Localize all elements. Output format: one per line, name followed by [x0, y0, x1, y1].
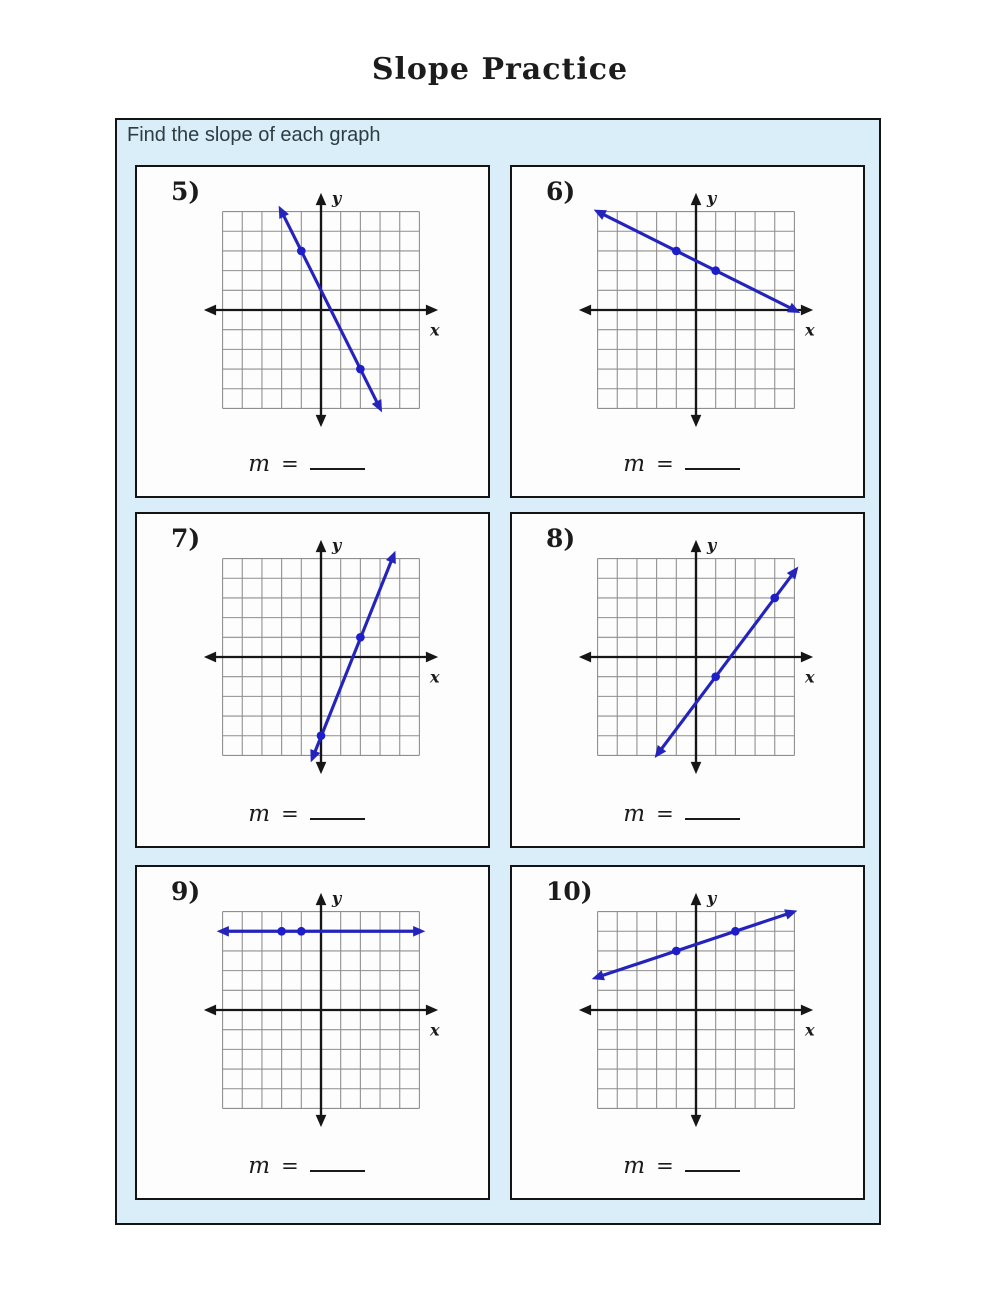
- equals-sign: =: [281, 451, 299, 476]
- axes: [586, 901, 805, 1120]
- problem-card: [135, 865, 490, 1200]
- x-axis-arrow-right: [425, 305, 437, 316]
- y-axis-label: [330, 535, 342, 554]
- x-axis-arrow-right: [800, 1005, 812, 1016]
- y-axis-arrow-down: [690, 1115, 701, 1127]
- x-axis-arrow-left: [203, 305, 215, 316]
- y-axis-arrow-up: [315, 540, 326, 552]
- slope-graph: [196, 185, 446, 435]
- slope-graph: [571, 532, 821, 782]
- slope-graph: [196, 885, 446, 1135]
- x-axis-arrow-left: [203, 652, 215, 663]
- answer-row: [512, 453, 851, 476]
- equals-sign: =: [656, 1153, 674, 1178]
- x-axis-label: [803, 668, 814, 687]
- x-axis-label: [428, 1021, 439, 1040]
- plotted-line: [596, 912, 792, 977]
- x-axis-arrow-left: [203, 1005, 215, 1016]
- y-axis-arrow-down: [315, 762, 326, 774]
- equals-sign: =: [656, 451, 674, 476]
- slope-variable-label: m: [623, 801, 646, 827]
- problem-number: 10): [546, 877, 593, 906]
- equals-sign: =: [281, 801, 299, 826]
- y-axis-label: [330, 188, 342, 207]
- axes: [211, 201, 430, 420]
- slope-variable-label: m: [248, 451, 271, 477]
- problem-number: 7): [171, 524, 201, 553]
- plotted-line-arrow-end: [385, 551, 395, 564]
- plotted-line-arrow-start: [591, 970, 604, 980]
- y-axis-label: [705, 535, 717, 554]
- x-axis-arrow-left: [578, 1005, 590, 1016]
- problem-number: 5): [171, 177, 201, 206]
- x-axis-label: [428, 668, 439, 687]
- x-axis-arrow-right: [425, 652, 437, 663]
- slope-graph: [571, 185, 821, 435]
- y-axis-arrow-up: [690, 540, 701, 552]
- answer-row: [137, 803, 476, 826]
- answer-row: [512, 803, 851, 826]
- y-axis-label: [330, 888, 342, 907]
- slope-variable-label: m: [248, 801, 271, 827]
- axes: [211, 901, 430, 1120]
- plotted-point: [671, 947, 680, 956]
- y-axis-label: [705, 188, 717, 207]
- y-axis-arrow-up: [315, 893, 326, 905]
- equals-sign: =: [281, 1153, 299, 1178]
- problem-card: [510, 165, 865, 498]
- problem-card: [135, 165, 490, 498]
- problem-card: [135, 512, 490, 848]
- answer-blank-line: [685, 468, 740, 470]
- plotted-point: [277, 927, 286, 936]
- y-axis-arrow-down: [690, 415, 701, 427]
- answer-blank-line: [685, 1170, 740, 1172]
- x-axis-arrow-left: [578, 305, 590, 316]
- plotted-line-arrow-end: [784, 909, 797, 919]
- slope-graph: [571, 885, 821, 1135]
- slope-graph: [196, 532, 446, 782]
- x-axis-arrow-right: [800, 652, 812, 663]
- x-axis-label: [803, 1021, 814, 1040]
- x-axis-label: [428, 321, 439, 340]
- y-axis-arrow-down: [315, 415, 326, 427]
- answer-blank-line: [685, 818, 740, 820]
- problem-card: [510, 512, 865, 848]
- plotted-point: [296, 247, 305, 256]
- problem-card: [510, 865, 865, 1200]
- x-axis-arrow-right: [800, 305, 812, 316]
- y-axis-arrow-up: [315, 193, 326, 205]
- plotted-point: [731, 927, 740, 936]
- plotted-point: [356, 365, 365, 374]
- answer-row: [512, 1155, 851, 1178]
- y-axis-arrow-up: [690, 893, 701, 905]
- answer-blank-line: [310, 818, 365, 820]
- instruction-text: Find the slope of each graph: [127, 124, 381, 146]
- y-axis-arrow-down: [690, 762, 701, 774]
- answer-blank-line: [310, 468, 365, 470]
- y-axis-label: [705, 888, 717, 907]
- problem-number: 9): [171, 877, 201, 906]
- answer-row: [137, 453, 476, 476]
- plotted-point: [770, 594, 779, 603]
- plotted-point: [671, 247, 680, 256]
- x-axis-arrow-right: [425, 1005, 437, 1016]
- axes: [586, 201, 805, 420]
- problem-number: 8): [546, 524, 576, 553]
- page-title: Slope Practice: [371, 52, 629, 87]
- plotted-point: [356, 633, 365, 642]
- equals-sign: =: [656, 801, 674, 826]
- x-axis-arrow-left: [578, 652, 590, 663]
- slope-variable-label: m: [623, 1153, 646, 1179]
- plotted-point: [711, 266, 720, 275]
- plotted-point: [711, 672, 720, 681]
- axes: [586, 548, 805, 767]
- slope-variable-label: m: [623, 451, 646, 477]
- answer-blank-line: [310, 1170, 365, 1172]
- problem-number: 6): [546, 177, 576, 206]
- y-axis-arrow-up: [690, 193, 701, 205]
- slope-variable-label: m: [248, 1153, 271, 1179]
- plotted-point: [316, 731, 325, 740]
- answer-row: [137, 1155, 476, 1178]
- plotted-point: [296, 927, 305, 936]
- x-axis-label: [803, 321, 814, 340]
- y-axis-arrow-down: [315, 1115, 326, 1127]
- worksheet-panel: [115, 118, 881, 1225]
